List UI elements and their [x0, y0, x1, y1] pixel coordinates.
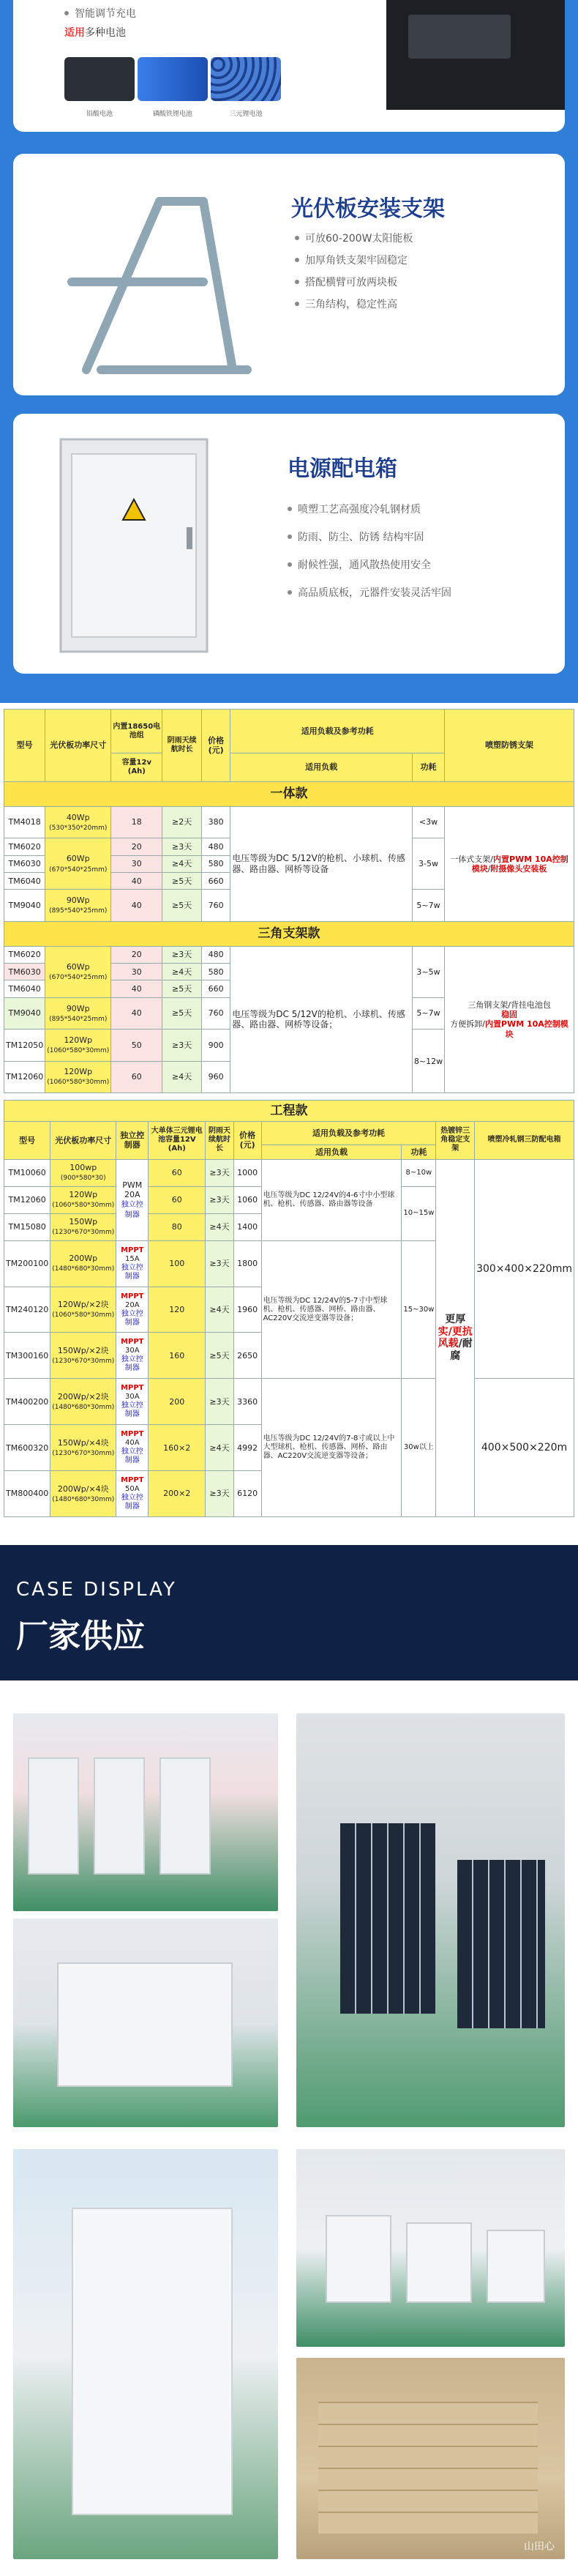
bracket-text-red1: 实/更抗风载	[438, 1325, 473, 1350]
product-unit	[326, 2215, 391, 2303]
bracket-title: 光伏板安装支架	[291, 196, 445, 222]
bracket-a-red2: 附摄像头安装板	[490, 863, 547, 874]
th-price: 价格(元)	[233, 1121, 261, 1159]
cell-ctrl	[116, 1287, 149, 1333]
battery-label-lifepo4: 磷酸铁锂电池	[152, 111, 192, 118]
cell-model: TM10060	[4, 1159, 50, 1186]
cell-cap: 60	[149, 1186, 206, 1213]
cell-power: 15~30w	[402, 1240, 436, 1379]
panel-size: (895*540*25mm)	[49, 1015, 108, 1023]
th-bracket: 喷塑防锈支架	[445, 710, 574, 782]
th-model: 型号	[4, 710, 45, 782]
cell-days: ≥5天	[162, 997, 202, 1029]
factory-photo-4	[13, 2149, 278, 2559]
battery-label-lead: 铅酸电池	[86, 111, 113, 118]
battery-label-ternary: 三元锂电池	[229, 111, 263, 118]
th-battery-bottom: 容量12v (Ah)	[111, 753, 162, 782]
cell-days: ≥3天	[206, 1471, 233, 1517]
bullet-dot	[295, 236, 299, 240]
watermark: 山田心	[524, 2541, 555, 2553]
cell-price: 580	[201, 964, 230, 980]
ctrl-amp: 15A	[124, 1254, 140, 1263]
bracket-feature	[295, 253, 413, 267]
cell-days: ≥3天	[162, 946, 202, 963]
controller-image	[386, 0, 565, 110]
cell-cap: 160×2	[149, 1425, 206, 1471]
th-bracket: 热镀锌三角稳定支架	[436, 1121, 475, 1159]
cell-days: ≥3天	[206, 1159, 233, 1186]
cell-panel	[50, 1213, 116, 1240]
cell-load: 电压等级为DC 12/24V的5-7寸中型球机、枪机、传感器、网桥、路由器、AC220V交流逆变器等设备；	[261, 1240, 402, 1379]
cell-panel	[50, 1333, 116, 1379]
cell-panel	[45, 806, 111, 838]
th-battery-top: 内置18650电池组	[111, 710, 162, 753]
cell-model: TM9040	[4, 890, 45, 921]
panel-size: (670*540*25mm)	[49, 866, 108, 874]
cell-ctrl	[116, 1159, 149, 1240]
cell-panel	[50, 1240, 116, 1287]
cell-cap: 20	[111, 838, 162, 855]
cell-price: 3360	[233, 1379, 261, 1425]
spec-table-1	[4, 709, 574, 1093]
cell-price: 2650	[233, 1333, 261, 1379]
cabinet-features	[288, 502, 451, 613]
cell-cabinet: 300×400×220mm	[475, 1159, 574, 1379]
suit-suffix: 多种电池	[85, 27, 126, 39]
bracket-feature-text: 搭配横臂可放两块板	[305, 277, 397, 289]
panel-size: (1480*680*30mm)	[52, 1403, 115, 1411]
th-price: 价格(元)	[201, 710, 230, 782]
cell-price: 380	[201, 806, 230, 838]
ctrl-amp: 20A	[124, 1300, 140, 1309]
product-unit	[94, 1757, 145, 1875]
cell-panel	[45, 1061, 111, 1092]
bracket-feature	[295, 297, 413, 311]
panel-size: (1060*580*30mm)	[52, 1311, 115, 1319]
table-row	[4, 946, 574, 963]
cabinet-feature	[288, 585, 451, 600]
cell-cap: 40	[111, 997, 162, 1029]
product-unit	[28, 1757, 79, 1875]
section-engineering: 工程款	[4, 1101, 574, 1122]
cell-bracket	[445, 806, 574, 921]
panel-power: 60Wp	[66, 961, 90, 972]
section-integrated: 一体款	[4, 782, 574, 807]
th-load: 适用负载	[230, 753, 413, 782]
bracket-feature-text: 可放60-200W太阳能板	[305, 233, 413, 245]
cell-panel	[50, 1471, 116, 1517]
cell-panel	[45, 1030, 111, 1061]
ternary-battery-image	[211, 57, 281, 101]
cell-ctrl	[116, 1425, 149, 1471]
cell-model: TM12060	[4, 1186, 50, 1213]
panel-size: (670*540*25mm)	[49, 973, 108, 981]
controller-screen	[408, 15, 511, 59]
case-title-cn: 厂家供应	[16, 1618, 145, 1655]
cell-cap: 200	[149, 1379, 206, 1425]
th-model: 型号	[4, 1121, 50, 1159]
ctrl-sub: 独立控制器	[121, 1401, 143, 1419]
panel-power: 150Wp/×2块	[57, 1345, 109, 1355]
ctrl-label: MPPT	[121, 1476, 144, 1485]
cabinet-title: 电源配电箱	[288, 456, 397, 482]
cell-days: ≥3天	[162, 1030, 202, 1061]
bracket-feature-text: 加厚角铁支架牢固稳定	[305, 255, 408, 267]
case-title-en: CASE DISPLAY	[16, 1579, 177, 1601]
ctrl-sub: 独立控制器	[121, 1448, 143, 1465]
cell-price: 4992	[233, 1425, 261, 1471]
cell-price: 1060	[233, 1186, 261, 1213]
cell-price: 660	[201, 873, 230, 890]
cabinet-feature-text: 高品质底板，元器件安装灵活牢固	[298, 587, 451, 599]
panel-power: 200Wp/×2块	[57, 1391, 109, 1401]
cell-model: TM6020	[4, 946, 45, 963]
cell-model: TM12060	[4, 1061, 45, 1092]
bracket-b-red1: 稳固	[501, 1010, 518, 1020]
ctrl-label: MPPT	[121, 1384, 144, 1393]
bullet-dot	[295, 302, 299, 306]
cell-days: ≥3天	[206, 1240, 233, 1287]
panel-size: (900*580*30)	[60, 1175, 106, 1183]
th-load-group: 适用负载及参考功耗	[261, 1121, 436, 1144]
cell-power: 10~15w	[402, 1186, 436, 1240]
ctrl-label: PWM 20A	[122, 1180, 143, 1199]
cell-days: ≥5天	[162, 890, 202, 921]
cell-price: 760	[201, 997, 230, 1029]
spec-table-2	[4, 1100, 574, 1517]
cell-panel	[50, 1379, 116, 1425]
carton-stack	[318, 2402, 538, 2534]
th-power: 功耗	[412, 753, 444, 782]
cell-bracket	[436, 1159, 475, 1516]
cabinet-feature-text: 防雨、防尘、防锈 结构牢固	[298, 532, 424, 543]
product-unit	[57, 1962, 233, 2087]
ctrl-amp: 30A	[124, 1393, 140, 1401]
cell-power: 3~5w	[412, 946, 444, 997]
cell-model: TM15080	[4, 1213, 50, 1240]
bracket-a-prefix: 一体式支架/	[450, 854, 494, 864]
cell-days: ≥5天	[206, 1333, 233, 1379]
cell-panel	[45, 890, 111, 921]
cell-days: ≥4天	[162, 1061, 202, 1092]
cabinet-card	[13, 414, 565, 674]
th-power: 功耗	[402, 1144, 436, 1159]
bracket-feature-text: 三角结构，稳定性高	[305, 299, 397, 310]
cabinet-feature	[288, 557, 451, 572]
lifepo4-battery-image	[138, 57, 208, 101]
bullet-dot	[288, 507, 292, 511]
cell-power: 8~12w	[412, 1030, 444, 1093]
ctrl-label: MPPT	[121, 1292, 144, 1300]
cell-load: 电压等级为DC 12/24V的4-6寸中小型球机、枪机、传感器、路由器等设备	[261, 1159, 402, 1240]
cell-cap: 80	[149, 1213, 206, 1240]
panel-size: (1230*670*30mm)	[52, 1229, 115, 1237]
th-cabinet: 喷塑冷轧钢三防配电箱	[475, 1121, 574, 1159]
cell-cap: 200×2	[149, 1471, 206, 1517]
cell-days: ≥4天	[206, 1287, 233, 1333]
bracket-features	[295, 231, 413, 319]
case-header	[0, 1545, 578, 1680]
ctrl-sub: 独立控制器	[121, 1494, 143, 1511]
cell-days: ≥3天	[206, 1186, 233, 1213]
cell-price: 6120	[233, 1471, 261, 1517]
factory-photo-1	[13, 1713, 278, 1911]
bracket-image	[57, 172, 262, 384]
bracket-card	[13, 154, 565, 395]
cell-price: 1960	[233, 1287, 261, 1333]
cell-model: TM6040	[4, 873, 45, 890]
panel-size: (1060*580*30mm)	[47, 1047, 110, 1055]
solar-panel-stack	[340, 1823, 435, 2014]
bracket-a-mid: /	[487, 863, 491, 874]
cell-cap: 120	[149, 1287, 206, 1333]
cell-cap: 160	[149, 1333, 206, 1379]
panel-size: (1060*580*30mm)	[47, 1079, 110, 1087]
cabinet-feature	[288, 502, 451, 516]
product-unit	[487, 2230, 545, 2303]
bracket-b-prefix: 三角钢支架/背挂电池包	[468, 999, 551, 1010]
solar-panel-stack	[457, 1860, 545, 2028]
th-rain: 阴雨天续航时长	[162, 710, 202, 782]
cell-model: TM400200	[4, 1379, 50, 1425]
cell-bracket	[445, 946, 574, 1092]
cell-load: 电压等级为DC 12/24V的7-8寸或以上中大型球机、枪机、传感器、网桥、路由器、AC220V交流逆变器等设备；	[261, 1379, 402, 1517]
ctrl-sub: 独立控制器	[121, 1355, 143, 1373]
factory-photo-6	[296, 2358, 565, 2559]
panel-size: (1480*680*30mm)	[52, 1265, 115, 1273]
factory-photo-2	[296, 1713, 565, 2127]
product-unit	[406, 2222, 472, 2303]
factory-photo-3	[13, 1918, 278, 2127]
cell-model: TM600320	[4, 1425, 50, 1471]
panel-power: 120Wp	[64, 1035, 93, 1045]
cell-cap: 60	[149, 1159, 206, 1186]
cell-power: 8~10w	[402, 1159, 436, 1186]
cell-cabinet: 400×500×220m	[475, 1379, 574, 1517]
cabinet-feature	[288, 529, 451, 544]
th-load: 适用负载	[261, 1144, 402, 1159]
th-panel: 光伏板功率尺寸	[45, 710, 111, 782]
cell-cap: 40	[111, 980, 162, 997]
ctrl-amp: 40A	[124, 1439, 140, 1448]
section-triangle: 三角支架款	[4, 921, 574, 946]
cell-price: 1800	[233, 1240, 261, 1287]
cell-price: 1400	[233, 1213, 261, 1240]
ctrl-amp: 50A	[124, 1485, 140, 1494]
panel-power: 90Wp	[66, 896, 90, 906]
cell-panel	[50, 1425, 116, 1471]
th-rain: 阴雨天续航时长	[206, 1121, 233, 1159]
bullet-dot	[288, 590, 292, 595]
charge-bullet-text: 智能调节充电	[75, 8, 136, 20]
panel-power: 90Wp	[66, 1003, 90, 1013]
cell-ctrl	[116, 1379, 149, 1425]
bracket-text-black1: 更厚	[445, 1313, 466, 1325]
battery-suit	[64, 25, 126, 40]
product-unit	[159, 1757, 211, 1875]
cell-cap: 60	[111, 1061, 162, 1092]
cell-price: 1000	[233, 1159, 261, 1186]
cell-ctrl	[116, 1240, 149, 1287]
panel-power: 120Wp/×2块	[57, 1300, 109, 1309]
panel-power: 200Wp/×4块	[57, 1484, 109, 1494]
cell-power: 5~7w	[412, 890, 444, 921]
cell-days: ≥3天	[206, 1379, 233, 1425]
cell-panel	[45, 946, 111, 997]
cell-power: 5~7w	[412, 997, 444, 1029]
cell-price: 960	[201, 1061, 230, 1092]
lead-acid-battery-image	[64, 57, 135, 101]
bullet-dot	[64, 11, 69, 15]
ctrl-amp: 30A	[124, 1347, 140, 1355]
table-row	[4, 1159, 574, 1186]
cell-model: TM6030	[4, 964, 45, 980]
cell-days: ≥4天	[206, 1213, 233, 1240]
bracket-b-mid: 方便拆卸/	[450, 1019, 486, 1030]
cell-panel	[50, 1159, 116, 1186]
cell-cap: 20	[111, 946, 162, 963]
panel-power: 120Wp	[69, 1190, 98, 1200]
table-row	[4, 1379, 574, 1425]
panel-size: (895*540*25mm)	[49, 907, 108, 915]
charge-card	[13, 0, 565, 132]
ctrl-sub: 独立控制器	[121, 1263, 143, 1281]
cell-price: 580	[201, 855, 230, 872]
suit-prefix: 适用	[64, 27, 85, 39]
panel-size: (1230*670*30mm)	[52, 1449, 115, 1457]
cell-price: 480	[201, 946, 230, 963]
bracket-feature	[295, 275, 413, 289]
cell-power: <3w	[412, 806, 444, 838]
panel-size: (530*350*20mm)	[49, 824, 108, 832]
th-cap: 大单体三元锂电池容量12V (Ah)	[149, 1121, 206, 1159]
cell-cap: 30	[111, 964, 162, 980]
cell-panel	[45, 997, 111, 1029]
ctrl-label: MPPT	[121, 1246, 144, 1254]
cell-days: ≥4天	[206, 1425, 233, 1471]
bracket-a-red1: 内置PWM 10A控制模块	[471, 854, 568, 874]
panel-power: 40Wp	[66, 812, 90, 822]
cell-price: 760	[201, 890, 230, 921]
cell-cap: 100	[149, 1240, 206, 1287]
cell-days: ≥4天	[162, 964, 202, 980]
cell-panel	[50, 1186, 116, 1213]
cell-load: 电压等级为DC 5/12V的枪机、小球机、传感器、路由器、网桥等设备；	[230, 946, 413, 1092]
cell-model: TM6040	[4, 980, 45, 997]
panel-power: 100wp	[70, 1163, 97, 1173]
bracket-feature	[295, 231, 413, 245]
cell-model: TM240120	[4, 1287, 50, 1333]
bullet-dot	[295, 280, 299, 284]
cabinet-image	[53, 432, 222, 659]
cell-ctrl	[116, 1333, 149, 1379]
cabinet-feature-text: 耐候性强，通风散热使用安全	[298, 559, 431, 571]
panel-size: (1480*680*30mm)	[52, 1495, 115, 1503]
bullet-dot	[295, 258, 299, 262]
cell-cap: 18	[111, 806, 162, 838]
cell-ctrl	[116, 1471, 149, 1517]
cell-cap: 50	[111, 1030, 162, 1061]
cell-days: ≥3天	[162, 838, 202, 855]
cabinet-feature-text: 喷塑工艺高强度冷轧钢材质	[298, 504, 421, 515]
panel-size: (1060*580*30mm)	[52, 1202, 115, 1210]
cell-cap: 30	[111, 855, 162, 872]
product-unit	[72, 2208, 233, 2515]
cell-model: TM200100	[4, 1240, 50, 1287]
cell-cap: 40	[111, 873, 162, 890]
cell-power: 30w以上	[402, 1379, 436, 1517]
cell-days: ≥4天	[162, 855, 202, 872]
cell-days: ≥5天	[162, 873, 202, 890]
bullet-dot	[288, 562, 292, 567]
cell-cap: 40	[111, 890, 162, 921]
cell-model: TM9040	[4, 997, 45, 1029]
table-row	[4, 806, 574, 838]
cell-days: ≥5天	[162, 980, 202, 997]
ctrl-sub: 独立控制器	[121, 1309, 143, 1327]
th-ctrl: 独立控制器	[116, 1121, 149, 1159]
panel-power: 60Wp	[66, 854, 90, 864]
cell-price: 480	[201, 838, 230, 855]
th-panel: 光伏板功率尺寸	[50, 1121, 116, 1159]
cell-price: 660	[201, 980, 230, 997]
cell-model: TM12050	[4, 1030, 45, 1061]
ctrl-sub: 独立控制器	[121, 1200, 143, 1219]
cell-days: ≥2天	[162, 806, 202, 838]
cell-model: TM6020	[4, 838, 45, 855]
cell-panel	[50, 1287, 116, 1333]
cell-price: 900	[201, 1030, 230, 1061]
cell-model: TM4018	[4, 806, 45, 838]
panel-power: 150Wp/×4块	[57, 1437, 109, 1448]
panel-power: 150Wp	[69, 1217, 98, 1227]
cell-power: 3-5w	[412, 838, 444, 890]
cell-model: TM6030	[4, 855, 45, 872]
cell-model: TM300160	[4, 1333, 50, 1379]
bracket-b-red2: 内置PWM 10A控制模块	[485, 1019, 568, 1039]
factory-photo-5	[296, 2149, 565, 2347]
bracket-text-black2: /耐腐	[450, 1338, 473, 1363]
ctrl-label: MPPT	[121, 1338, 144, 1347]
cell-model: TM800400	[4, 1471, 50, 1517]
panel-power: 120Wp	[64, 1067, 93, 1077]
cell-panel	[45, 838, 111, 890]
bullet-dot	[288, 535, 292, 539]
th-load-group: 适用负载及参考功耗	[230, 710, 445, 753]
panel-size: (1230*670*30mm)	[52, 1358, 115, 1366]
cell-load: 电压等级为DC 5/12V的枪机、小球机、传感器、路由器、网桥等设备	[230, 806, 413, 921]
panel-power: 200Wp	[69, 1254, 98, 1264]
charge-bullet	[64, 6, 136, 21]
ctrl-label: MPPT	[121, 1430, 144, 1439]
